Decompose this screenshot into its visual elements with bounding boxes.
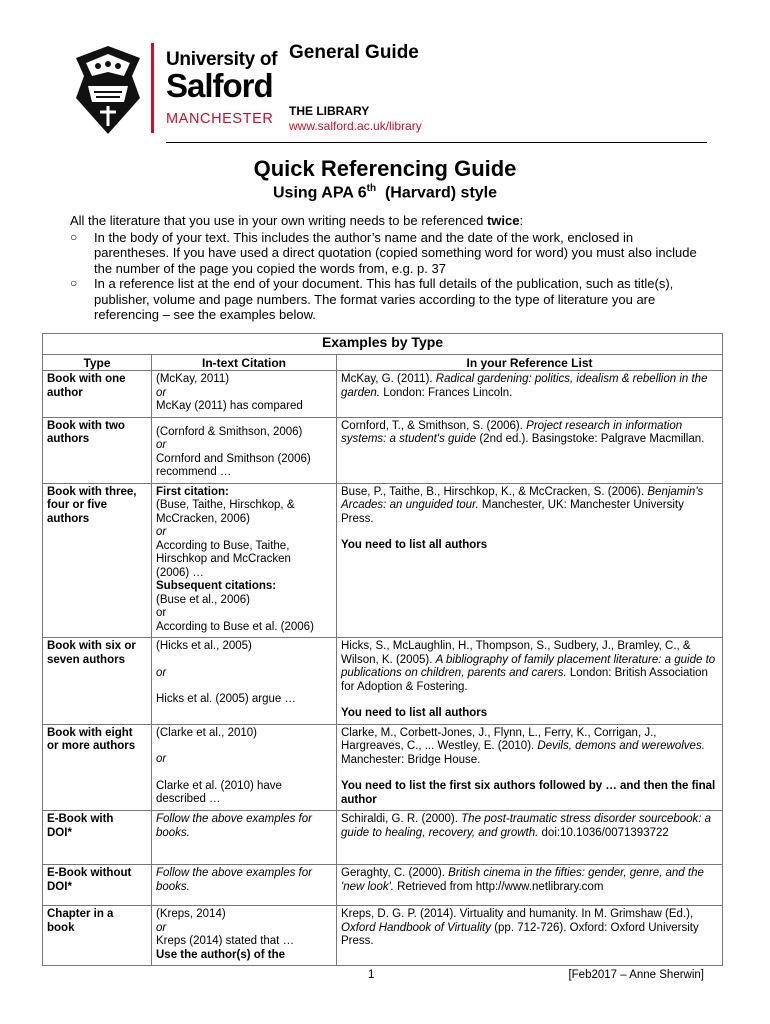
reference-cell: Clarke, M., Corbett-Jones, J., Flynn, L., Ferry, K., Corrigan, J., Hargreaves, C., ... Westley, E. (2010). Devils, demons and werewolves. Manchester: Bridge House. You need to list the first six authors followed by … and then the final author	[337, 724, 723, 811]
university-name-line3: MANCHESTER	[166, 111, 274, 127]
reference-note: You need to list the first six authors followed by … and then the final author	[341, 780, 716, 806]
column-header: Type	[43, 354, 152, 371]
citation-cell: (Hicks et al., 2005) or Hicks et al. (2005) argue …	[152, 638, 337, 725]
table-row	[43, 865, 723, 906]
citation-cell: First citation: (Buse, Taithe, Hirschkop, & McCracken, 2006) or According to Buse, Taithe, Hirschkop and McCracken (2006) … Subsequent citations: (Buse et al., 2006) or According to Buse et al. (2006)	[152, 483, 337, 638]
library-url-link[interactable]: www.salford.ac.uk/library	[289, 119, 422, 133]
reference-cell: Hicks, S., McLaughlin, H., Thompson, S., Sudbery, J., Bramley, C., & Wilson, K. (2005). A bibliography of family placement literature: a guide to publications on children, parents and carers. London: British Association for Adoption & Fostering. You need to list all authors	[337, 638, 723, 725]
header-rule	[166, 142, 707, 143]
hollow-bullet-icon: ○	[70, 229, 78, 244]
library-label: THE LIBRARY	[289, 104, 370, 118]
type-cell: Book with two authors	[43, 417, 152, 483]
intro-list-item: ○ In the body of your text. This includes the author’s name and the date of the work, enclosed in parentheses. If you have used a direct quotation (copied something word for word) you must also include the number of the page you copied the words from, e.g. p. 37	[70, 229, 697, 276]
table-row	[43, 724, 723, 811]
university-logo-text	[166, 50, 277, 130]
table-row	[43, 417, 723, 483]
intro-lead: All the literature that you use in your own writing needs to be referenced twice:	[70, 213, 524, 228]
subtitle-sup: th	[366, 183, 377, 194]
guide-title: General Guide	[289, 42, 419, 63]
university-name-line2: Salford	[166, 67, 273, 104]
reference-note: You need to list all authors	[341, 707, 488, 719]
type-cell: E-Book with DOI*	[43, 811, 152, 865]
column-header: In your Reference List	[337, 354, 723, 371]
page-number: 1	[368, 969, 375, 981]
table-row	[43, 638, 723, 725]
reference-cell: Buse, P., Taithe, B., Hirschkop, K., & McCracken, S. (2006). Benjamin's Arcades: an unguided tour. Manchester, UK: Manchester University Press. You need to list all authors	[337, 483, 723, 638]
reference-cell: Cornford, T., & Smithson, S. (2006). Project research in information systems: a student's guide (2nd ed.). Basingstoke: Palgrave Macmillan.	[337, 417, 723, 483]
citation-cell: Follow the above examples for books.	[152, 865, 337, 906]
document-subtitle	[0, 183, 770, 202]
university-crest-icon	[74, 46, 142, 134]
citation-cell: (Kreps, 2014) or Kreps (2014) stated that … Use the author(s) of the	[152, 906, 337, 966]
document-title: Quick Referencing Guide	[253, 156, 517, 181]
type-cell: Book with six or seven authors	[43, 638, 152, 725]
type-cell: E-Book without DOI*	[43, 865, 152, 906]
university-name-line1: University of	[166, 49, 278, 70]
intro-lead-bold: twice	[486, 213, 520, 228]
brand-divider	[151, 43, 154, 133]
reference-cell: Schiraldi, G. R. (2000). The post-traumatic stress disorder sourcebook: a guide to healing, recovery, and growth. doi:10.1036/0071393722	[337, 811, 723, 865]
type-cell: Book with one author	[43, 371, 152, 418]
type-cell: Book with three, four or five authors	[43, 483, 152, 638]
citation-cell: (Clarke et al., 2010) or Clarke et al. (2010) have described …	[152, 724, 337, 811]
intro-list-item: ○ In a reference list at the end of your document. This has full details of the publication, such as title(s), publisher, volume and page numbers. The format varies according to the type of literature you are referencing – see the examples below.	[70, 276, 674, 322]
citation-cell: Follow the above examples for books.	[152, 811, 337, 865]
citation-cell: (Cornford & Smithson, 2006) or Cornford and Smithson (2006) recommend …	[152, 417, 337, 483]
footer-note: [Feb2017 – Anne Sherwin]	[568, 969, 704, 981]
column-header: In-text Citation	[152, 354, 337, 371]
table-row	[43, 483, 723, 638]
table-header-row	[43, 354, 723, 371]
type-cell: Chapter in a book	[43, 906, 152, 966]
table-row	[43, 906, 723, 966]
reference-cell: Geraghty, C. (2000). British cinema in the fifties: gender, genre, and the 'new look'. Retrieved from http://www.netlibrary.com	[337, 865, 723, 906]
type-cell: Book with eight or more authors	[43, 724, 152, 811]
subtitle-rest: (Harvard) style	[376, 184, 498, 202]
intro-section	[70, 213, 710, 323]
intro-list	[70, 230, 710, 323]
subtitle-main: Using APA 6	[272, 184, 367, 202]
citation-cell: (McKay, 2011) or McKay (2011) has compared	[152, 371, 337, 418]
hollow-bullet-icon: ○	[70, 276, 78, 290]
reference-note: You need to list all authors	[341, 539, 488, 551]
table-title: Examples by Type	[43, 334, 723, 355]
reference-cell: McKay, G. (2011). Radical gardening: politics, idealism & rebellion in the garden. London: Frances Lincoln.	[337, 371, 723, 418]
table-row	[43, 371, 723, 418]
examples-table	[42, 333, 723, 966]
table-row	[43, 811, 723, 865]
reference-cell: Kreps, D. G. P. (2014). Virtuality and humanity. In M. Grimshaw (Ed.), Oxford Handbook of Virtuality (pp. 712-726). Oxford: Oxford University Press.	[337, 906, 723, 966]
